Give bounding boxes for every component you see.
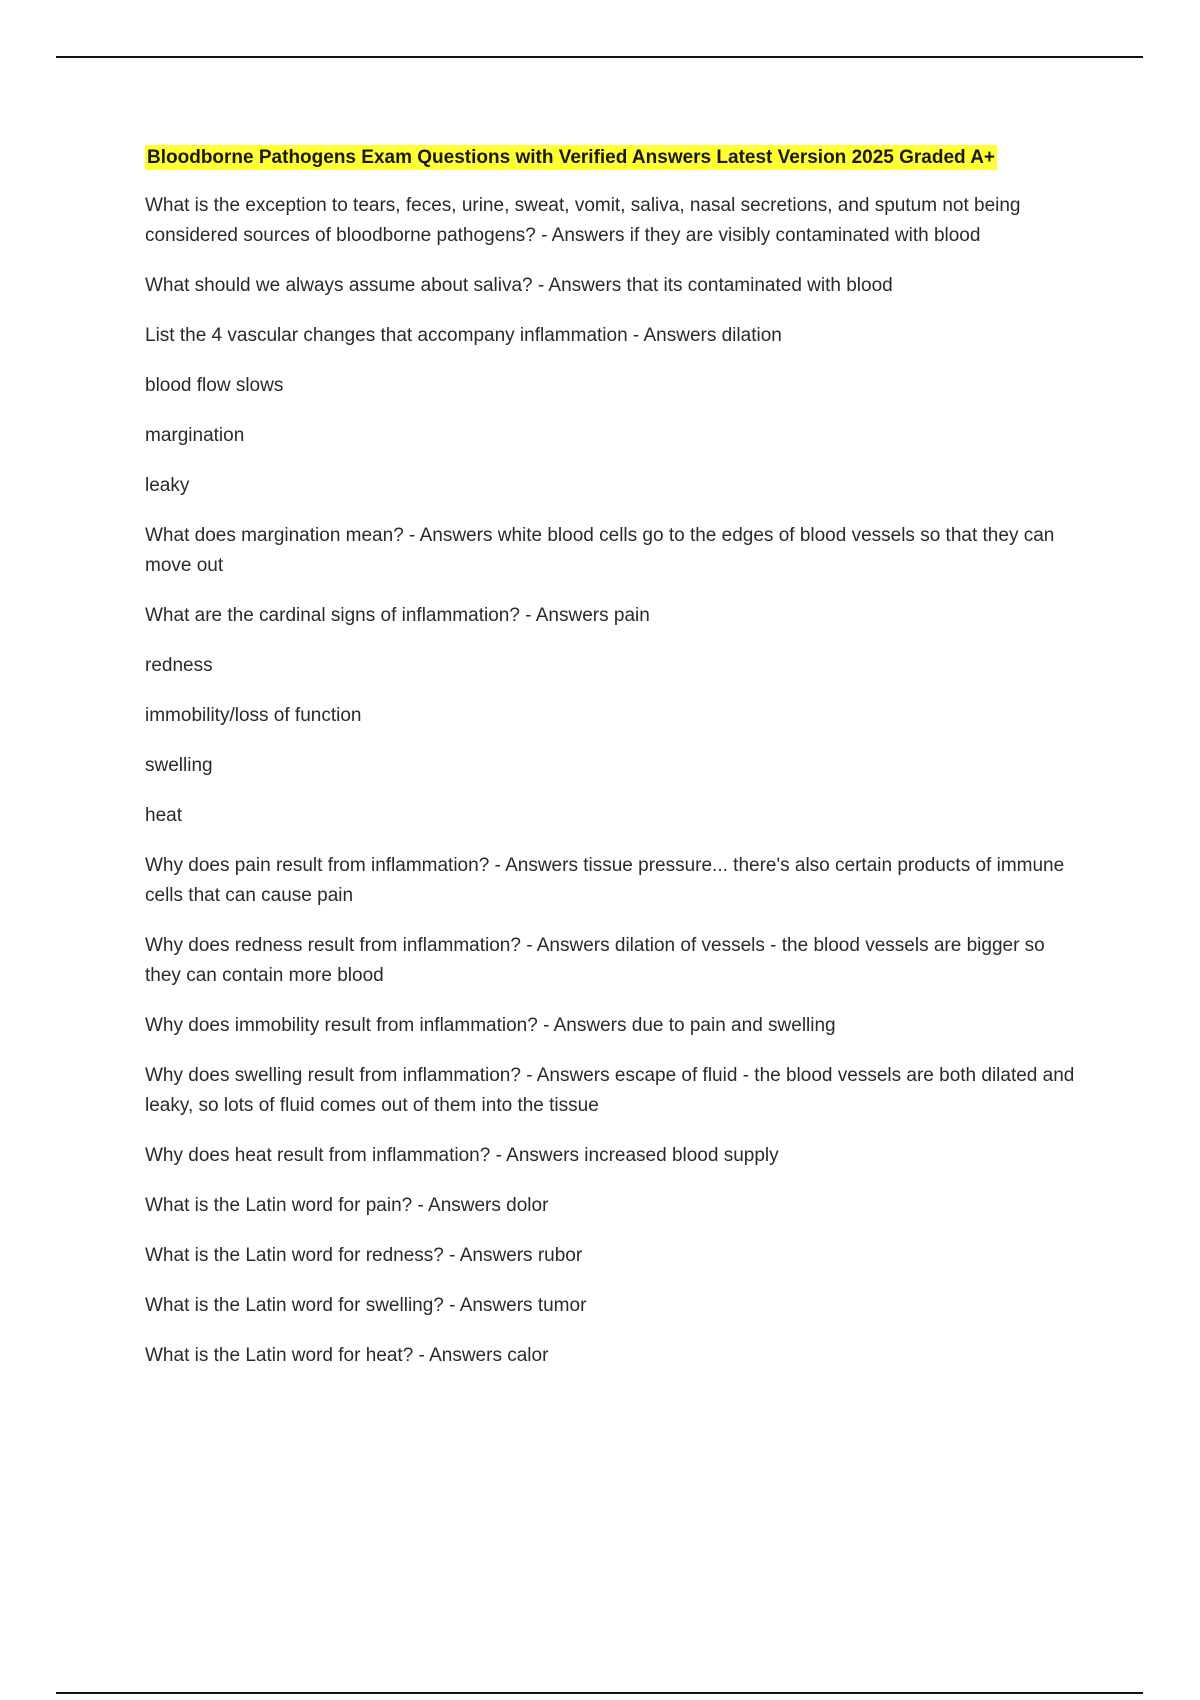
footer-rule [56, 1692, 1143, 1694]
document-body [145, 143, 1085, 1391]
paragraph-3: List the 4 vascular changes that accompany inflammation - Answers dilation [145, 325, 782, 346]
paragraph-14: Why does redness result from inflammation? - Answers dilation of vessels - the blood vessels are bigger so they can contain more blood [145, 935, 1045, 986]
paragraph-2: What should we always assume about saliva? - Answers that its contaminated with blood [145, 275, 893, 296]
paragraph-20: What is the Latin word for swelling? - Answers tumor [145, 1295, 587, 1316]
paragraph-5: margination [145, 425, 245, 446]
paragraph-10: immobility/loss of function [145, 705, 362, 726]
paragraph-1: What is the exception to tears, feces, urine, sweat, vomit, saliva, nasal secretions, and sputum not being considered sources of bloodborne pathogens? - Answers if they are visibly contaminated with blood [145, 195, 1021, 246]
paragraph-6: leaky [145, 475, 190, 496]
paragraph-18: What is the Latin word for pain? - Answers dolor [145, 1195, 549, 1216]
header-rule [56, 56, 1143, 58]
paragraph-11: swelling [145, 755, 213, 776]
paragraph-7: What does margination mean? - Answers white blood cells go to the edges of blood vessels so that they can move out [145, 525, 1055, 576]
paragraph-21: What is the Latin word for heat? - Answers calor [145, 1345, 549, 1366]
paragraph-19: What is the Latin word for redness? - Answers rubor [145, 1245, 583, 1266]
paragraph-16: Why does swelling result from inflammation? - Answers escape of fluid - the blood vessels are both dilated and leaky, so lots of fluid comes out of them into the tissue [145, 1065, 1075, 1116]
paragraph-4: blood flow slows [145, 375, 284, 396]
paragraph-15: Why does immobility result from inflammation? - Answers due to pain and swelling [145, 1015, 836, 1036]
paragraph-12: heat [145, 805, 182, 826]
paragraph-17: Why does heat result from inflammation? - Answers increased blood supply [145, 1145, 779, 1166]
paragraph-9: redness [145, 655, 213, 676]
paragraph-8: What are the cardinal signs of inflammation? - Answers pain [145, 605, 650, 626]
document-title [145, 143, 1085, 173]
paragraph-13: Why does pain result from inflammation? - Answers tissue pressure... there's also certain products of immune cells that can cause pain [145, 855, 1065, 906]
document-title-text: Bloodborne Pathogens Exam Questions with Verified Answers Latest Version 2025 Graded A+ [147, 147, 996, 168]
